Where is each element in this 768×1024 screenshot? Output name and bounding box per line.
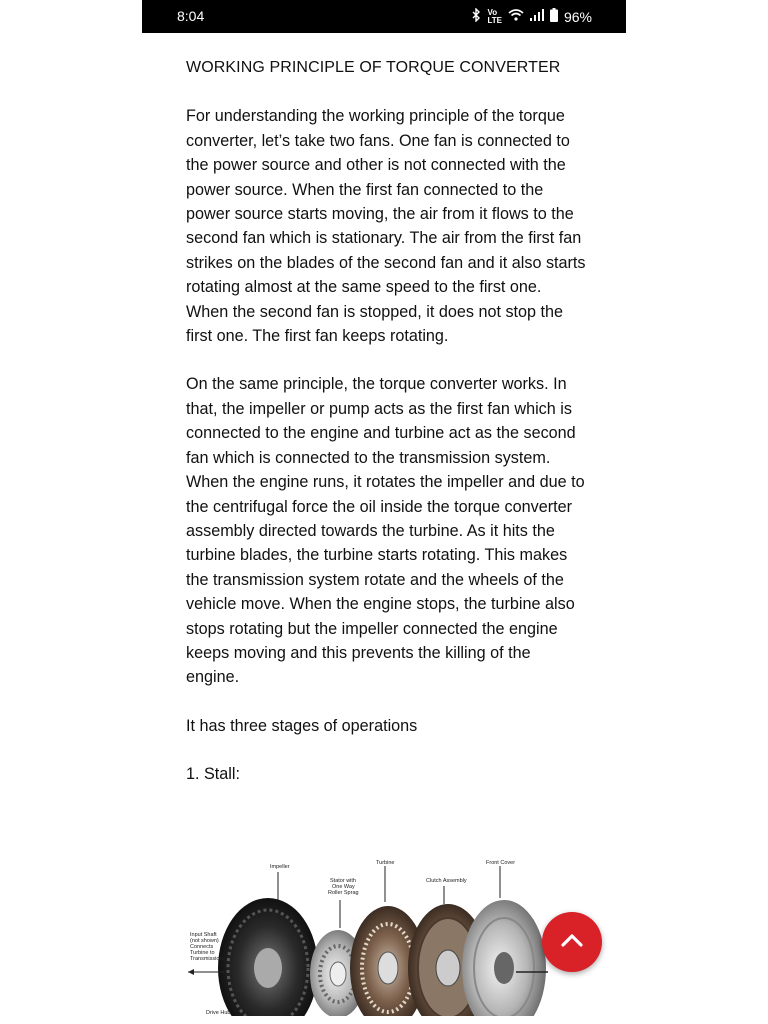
status-time: 8:04 bbox=[177, 8, 205, 24]
battery-percent: 96% bbox=[563, 8, 592, 25]
status-bar bbox=[142, 0, 626, 33]
input-shaft-label: Input Shaft (not shown) Connects Turbine to Transmissions bbox=[190, 932, 226, 962]
front-cover-part bbox=[462, 900, 546, 1016]
phone-screen bbox=[142, 0, 626, 1024]
impeller-label: Impeller bbox=[270, 864, 290, 870]
bluetooth-icon bbox=[471, 8, 481, 25]
scroll-to-top-button[interactable] bbox=[542, 912, 602, 972]
chevron-up-icon bbox=[561, 933, 583, 952]
battery-icon bbox=[550, 8, 558, 25]
front-cover-label: Front Cover bbox=[486, 860, 516, 866]
signal-icon bbox=[530, 9, 544, 24]
list-item-stall: 1. Stall: bbox=[186, 765, 240, 784]
article-content bbox=[186, 56, 586, 811]
article-heading: WORKING PRINCIPLE OF TORQUE CONVERTER bbox=[186, 59, 561, 76]
article-paragraph: For understanding the working principle of the torque converter, let’s take two fans. One fan is connected to the power source and other is not connected with the power source. When the first fan connected to the power source starts moving, the air from it flows to the second fan which is stationary. The air from the first fan strikes on the blades of the second fan and it also starts rotating almost at the same speed to the first one. When the second fan is stopped, it does not stop the first one. The first fan keeps rotating. bbox=[186, 107, 586, 346]
status-icons bbox=[471, 8, 592, 25]
wifi-icon bbox=[508, 9, 524, 24]
drive-hub-label: Drive Hub bbox=[206, 1010, 231, 1016]
volte-icon: Vo LTE bbox=[487, 7, 502, 25]
stator-label: Stator with One Way Roller Sprag bbox=[328, 878, 359, 896]
article-paragraph: On the same principle, the torque converter works. In that, the impeller or pump acts as the first fan which is connected to the engine and turbine act as the second fan which is connected to the transmission system. When the engine runs, it rotates the impeller and due to the centrifugal force the oil inside the torque converter assembly directed towards the turbine. As it hits the turbine blades, the turbine starts rotating. This makes the transmission system rotate and the wheels of the vehicle move. When the engine stops, the turbine also stops rotating but the impeller connected the engine keeps moving and this prevents the killing of the engine. bbox=[186, 375, 585, 687]
article-paragraph: It has three stages of operations bbox=[186, 716, 418, 735]
turbine-label: Turbine bbox=[376, 860, 395, 866]
clutch-label: Clutch Assembly bbox=[426, 878, 467, 884]
impeller-part bbox=[218, 898, 318, 1016]
torque-converter-diagram bbox=[186, 856, 548, 1016]
